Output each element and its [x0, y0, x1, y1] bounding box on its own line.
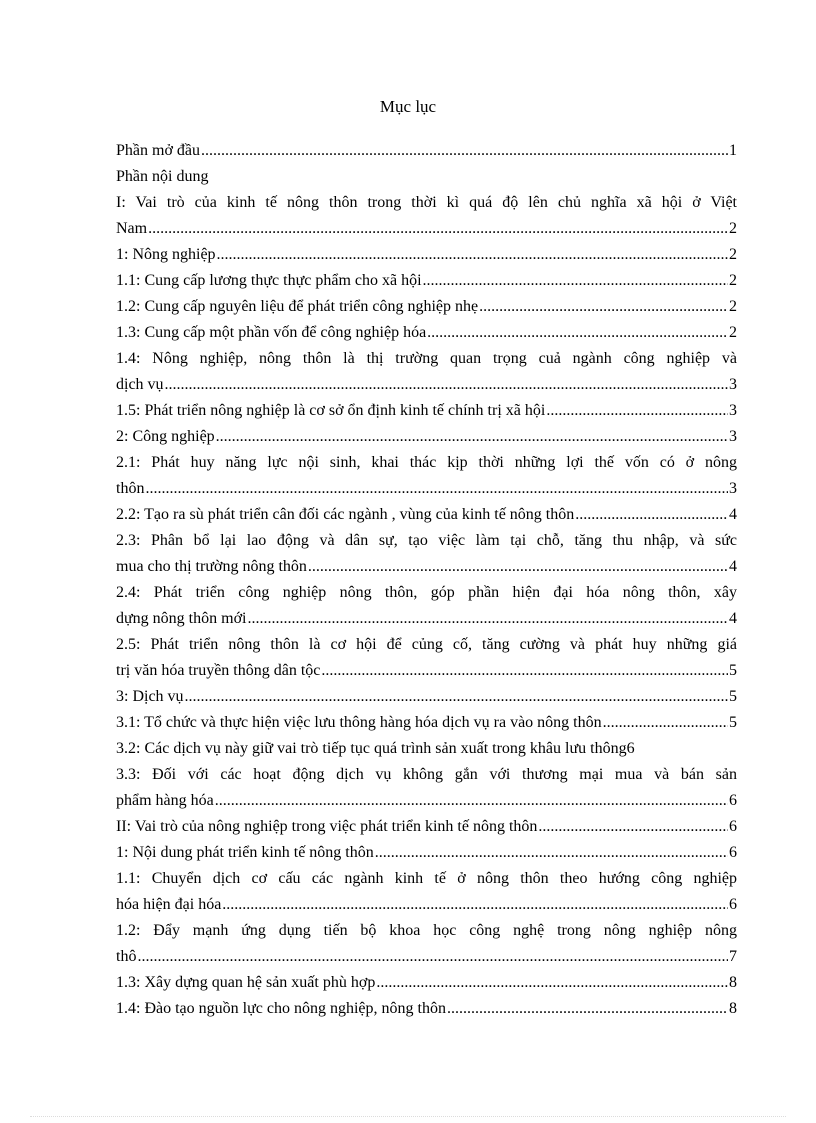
toc-entry [116, 788, 737, 814]
toc-entry [116, 294, 737, 320]
toc-entry-text: mua cho thị trường nông thôn [116, 558, 307, 575]
toc-entry-text: 1.5: Phát triển nông nghiệp là cơ sở ổn định kinh tế chính trị xã hội [116, 402, 546, 419]
toc-page-number: 5 [729, 662, 737, 679]
toc-entry-text: 2.4: Phát triển công nghiệp nông thôn, góp phần hiện đại hóa nông thôn, xây [116, 584, 737, 601]
toc-entry [116, 138, 737, 164]
toc-entry-text: 2.3: Phân bổ lại lao động và dân sự, tạo việc làm tại chỗ, tăng thu nhập, và sức [116, 532, 737, 549]
toc-page-number: 5 [729, 714, 737, 731]
toc-entry [116, 762, 737, 788]
toc-entry [116, 398, 737, 424]
toc-entry-text: Nam [116, 220, 148, 237]
toc-entry-text: 1.4: Đào tạo nguồn lực cho nông nghiệp, nông thôn [116, 1000, 446, 1017]
toc-entry-text: thôn [116, 480, 145, 497]
toc-leader-dots [423, 268, 728, 294]
toc-page-number: 4 [729, 558, 737, 575]
toc-entry [116, 814, 737, 840]
table-of-contents [116, 138, 737, 1022]
toc-entry [116, 476, 737, 502]
toc-page-number: 3 [729, 402, 737, 419]
toc-leader-dots [222, 892, 728, 918]
toc-entry-text: 2: Công nghiệp [116, 428, 215, 445]
toc-entry [116, 190, 737, 216]
toc-leader-dots [538, 814, 728, 840]
toc-page-number: 6 [729, 844, 737, 861]
toc-entry [116, 502, 737, 528]
toc-leader-dots [185, 684, 728, 710]
toc-entry-text: 3.2: Các dịch vụ này giữ vai trò tiếp tục quá trình sản xuất trong khâu lưu thông [116, 740, 627, 757]
toc-entry-text: dựng nông thôn mới [116, 610, 247, 627]
toc-leader-dots [247, 606, 728, 632]
toc-leader-dots [165, 372, 728, 398]
toc-entry-text: 1.3: Xây dựng quan hệ sản xuất phù hợp [116, 974, 376, 991]
toc-entry [116, 268, 737, 294]
toc-page-number: 7 [729, 948, 737, 965]
toc-leader-dots [216, 424, 728, 450]
toc-entry [116, 970, 737, 996]
toc-entry [116, 320, 737, 346]
toc-entry [116, 892, 737, 918]
toc-page-number: 2 [729, 298, 737, 315]
toc-entry-text: II: Vai trò của nông nghiệp trong việc phát triển kinh tế nông thôn [116, 818, 538, 835]
toc-entry [116, 710, 737, 736]
toc-leader-dots [148, 216, 728, 242]
toc-page-number: 3 [729, 428, 737, 445]
toc-entry [116, 372, 737, 398]
toc-page-number: 8 [729, 1000, 737, 1017]
toc-page-number: 2 [729, 220, 737, 237]
toc-entry [116, 684, 737, 710]
toc-entry-text: Phần nội dung [116, 168, 209, 185]
toc-entry [116, 216, 737, 242]
toc-leader-dots [201, 138, 728, 164]
toc-entry-text: phẩm hàng hóa [116, 792, 214, 809]
toc-entry-text: 1.4: Nông nghiệp, nông thôn là thị trường quan trọng cuả ngành công nghiệp và [116, 350, 737, 367]
toc-entry [116, 606, 737, 632]
toc-leader-dots [215, 788, 728, 814]
toc-entry [116, 996, 737, 1022]
toc-page-number: 8 [729, 974, 737, 991]
toc-entry-text: dịch vụ [116, 376, 164, 393]
toc-entry-text: 1: Nội dung phát triển kinh tế nông thôn [116, 844, 374, 861]
toc-entry [116, 918, 737, 944]
toc-entry [116, 528, 737, 554]
toc-leader-dots [217, 242, 728, 268]
toc-entry-text: 1.2: Đẩy mạnh ứng dụng tiến bộ khoa học công nghệ trong nông nghiệp nông [116, 922, 737, 939]
toc-entry [116, 736, 737, 762]
toc-entry [116, 242, 737, 268]
toc-leader-dots [375, 840, 728, 866]
toc-leader-dots [427, 320, 728, 346]
toc-entry-text: 3: Dịch vụ [116, 688, 184, 705]
toc-entry-text: Phần mở đầu [116, 142, 201, 159]
toc-entry-text: I: Vai trò của kinh tế nông thôn trong thời kì quá độ lên chủ nghĩa xã hội ở Việt [116, 194, 737, 211]
toc-entry-text: 3.3: Đối với các hoạt động dịch vụ không gắn với thương mại mua và bán sản [116, 766, 737, 783]
toc-page-number: 5 [729, 688, 737, 705]
toc-entry-text: 1: Nông nghiệp [116, 246, 216, 263]
toc-page-number: 1 [729, 142, 737, 159]
toc-page-number: 3 [729, 480, 737, 497]
toc-entry [116, 164, 737, 190]
toc-page-number: 2 [729, 272, 737, 289]
toc-page-number: 6 [626, 740, 635, 757]
toc-entry [116, 580, 737, 606]
toc-entry-text: 1.1: Cung cấp lương thực thực phẩm cho xã hội [116, 272, 422, 289]
toc-leader-dots [308, 554, 728, 580]
toc-leader-dots [546, 398, 728, 424]
toc-leader-dots [145, 476, 728, 502]
toc-page-number: 2 [729, 246, 737, 263]
toc-leader-dots [447, 996, 728, 1022]
toc-entry-text: 2.5: Phát triển nông thôn là cơ hội để củng cố, tăng cường và phát huy những giá [116, 636, 737, 653]
toc-entry-text: hóa hiện đại hóa [116, 896, 222, 913]
toc-entry [116, 450, 737, 476]
toc-entry [116, 840, 737, 866]
toc-entry-text: 2.1: Phát huy năng lực nội sinh, khai thác kịp thời những lợi thế vốn có ở nông [116, 454, 737, 471]
toc-page-number: 4 [729, 506, 737, 523]
page-bottom-divider [30, 1116, 786, 1117]
toc-entry-text: trị văn hóa truyền thông dân tộc [116, 662, 321, 679]
toc-page-number: 2 [729, 324, 737, 341]
toc-entry [116, 866, 737, 892]
toc-page-number: 3 [729, 376, 737, 393]
toc-entry [116, 346, 737, 372]
toc-entry-text: 2.2: Tạo ra sù phát triển cân đối các ngành , vùng của kinh tế nông thôn [116, 506, 575, 523]
toc-leader-dots [321, 658, 728, 684]
toc-entry [116, 632, 737, 658]
toc-page-number: 4 [729, 610, 737, 627]
toc-title: Mục lục [379, 97, 437, 116]
toc-entry-text: 3.1: Tổ chức và thực hiện việc lưu thông hàng hóa dịch vụ ra vào nông thôn [116, 714, 602, 731]
toc-leader-dots [479, 294, 728, 320]
toc-leader-dots [137, 944, 728, 970]
toc-entry [116, 554, 737, 580]
toc-page-number: 6 [729, 896, 737, 913]
toc-entry-text: thô [116, 948, 137, 965]
toc-page-number: 6 [729, 792, 737, 809]
toc-leader-dots [603, 710, 728, 736]
toc-leader-dots [376, 970, 728, 996]
toc-entry-text: 1.3: Cung cấp một phần vốn để công nghiệp hóa [116, 324, 427, 341]
toc-entry-text: 1.1: Chuyển dịch cơ cấu các ngành kinh tế ở nông thôn theo hướng công nghiệp [116, 870, 737, 887]
toc-entry [116, 658, 737, 684]
toc-page-number: 6 [729, 818, 737, 835]
toc-entry [116, 944, 737, 970]
toc-entry [116, 424, 737, 450]
toc-leader-dots [575, 502, 728, 528]
toc-entry-text: 1.2: Cung cấp nguyên liệu để phát triển công nghiệp nhẹ [116, 298, 479, 315]
